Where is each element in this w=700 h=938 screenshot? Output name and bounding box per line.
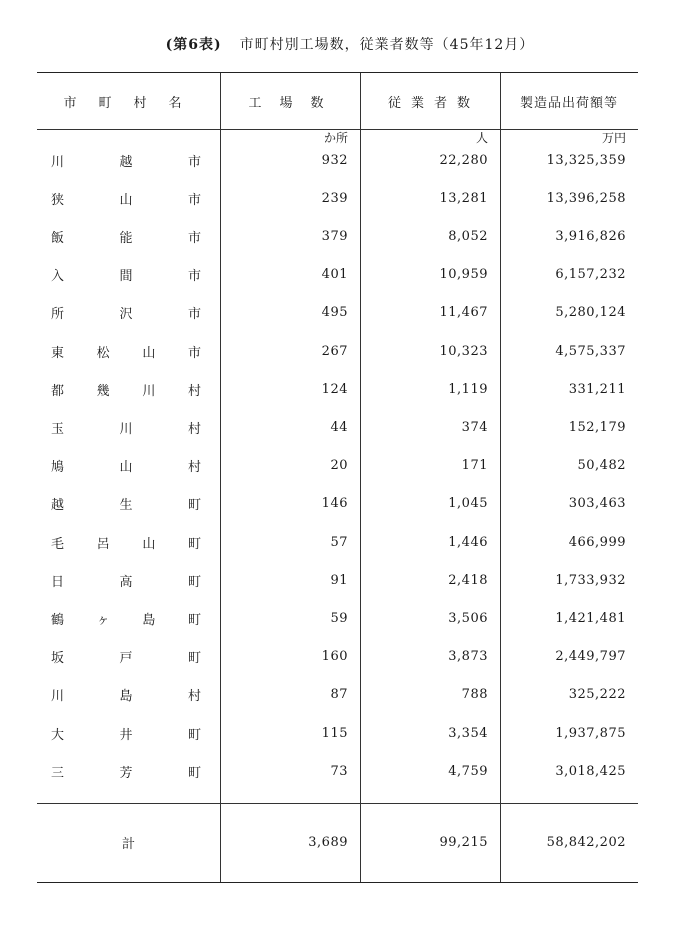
name-char: 毛 xyxy=(51,536,65,552)
table-row xyxy=(37,676,638,714)
name-char: 芳 xyxy=(119,765,133,781)
name-char: 沢 xyxy=(119,307,133,323)
table-row xyxy=(37,638,638,676)
data-table xyxy=(37,72,638,883)
factory-count: 115 xyxy=(321,725,348,741)
name-char: 鳩 xyxy=(51,460,65,476)
table-row xyxy=(37,294,638,332)
name-char: 町 xyxy=(187,651,201,667)
total-factories: 3,689 xyxy=(308,835,348,850)
name-char: 村 xyxy=(187,689,201,705)
employee-count: 22,280 xyxy=(439,152,488,168)
name-char: 町 xyxy=(187,765,201,781)
name-char: 山 xyxy=(142,536,156,552)
factory-count: 124 xyxy=(321,381,348,397)
name-char: 都 xyxy=(51,383,65,399)
municipality-name xyxy=(51,676,201,714)
shipment-value: 4,575,337 xyxy=(555,343,626,359)
header-employees: 従業者数 xyxy=(387,95,480,111)
factory-count: 91 xyxy=(330,572,348,588)
factory-count: 146 xyxy=(321,496,348,512)
employee-count: 1,119 xyxy=(448,381,488,397)
name-char: 能 xyxy=(119,230,133,246)
name-char: 村 xyxy=(187,421,201,437)
municipality-name xyxy=(51,294,201,332)
table-row xyxy=(37,561,638,599)
name-char: 市 xyxy=(187,269,201,285)
employee-count: 374 xyxy=(461,419,488,435)
municipality-name xyxy=(51,447,201,485)
municipality-name xyxy=(51,714,201,752)
name-char: 町 xyxy=(187,727,201,743)
name-char: 川 xyxy=(142,383,156,399)
employee-count: 11,467 xyxy=(439,305,488,321)
name-char: 島 xyxy=(119,689,133,705)
name-char: 川 xyxy=(119,421,133,437)
name-char: 松 xyxy=(96,345,110,361)
name-char: 島 xyxy=(142,612,156,628)
name-char: 呂 xyxy=(96,536,110,552)
name-char: 村 xyxy=(187,460,201,476)
name-char: 日 xyxy=(51,574,65,590)
employee-count: 4,759 xyxy=(448,763,488,779)
total-row xyxy=(37,803,638,882)
header-municipality: 市町村名 xyxy=(63,95,204,111)
factory-count: 57 xyxy=(330,534,348,550)
shipment-value: 6,157,232 xyxy=(555,267,626,283)
name-char: 市 xyxy=(187,345,201,361)
header-shipments: 製造品出荷額等 xyxy=(519,95,618,111)
factory-count: 160 xyxy=(321,649,348,665)
municipality-name xyxy=(51,599,201,637)
shipment-value: 466,999 xyxy=(568,534,626,550)
name-char: 越 xyxy=(51,498,65,514)
employee-count: 1,045 xyxy=(448,496,488,512)
name-char: 市 xyxy=(187,307,201,323)
employee-count: 8,052 xyxy=(448,228,488,244)
employee-count: 171 xyxy=(461,458,488,474)
shipment-value: 1,733,932 xyxy=(555,572,626,588)
employee-count: 788 xyxy=(461,687,488,703)
table-row xyxy=(37,447,638,485)
unit-shipments: 万円 xyxy=(601,131,626,145)
name-char: 井 xyxy=(119,727,133,743)
factory-count: 73 xyxy=(330,763,348,779)
shipment-value: 5,280,124 xyxy=(555,305,626,321)
municipality-name xyxy=(51,523,201,561)
name-char: 玉 xyxy=(51,421,65,437)
unit-factories: か所 xyxy=(323,131,348,145)
table-row xyxy=(37,714,638,752)
table-row xyxy=(37,408,638,446)
name-char: 川 xyxy=(51,689,65,705)
shipment-value: 13,396,258 xyxy=(546,190,626,206)
name-char: 町 xyxy=(187,536,201,552)
shipment-value: 152,179 xyxy=(568,419,626,435)
factory-count: 379 xyxy=(321,228,348,244)
table-caption: 市町村別工場数，従業者数等（45年12月） xyxy=(239,37,535,53)
municipality-name xyxy=(51,408,201,446)
shipment-value: 3,018,425 xyxy=(555,763,626,779)
municipality-name xyxy=(51,752,201,790)
factory-count: 239 xyxy=(321,190,348,206)
name-char: 生 xyxy=(119,498,133,514)
factory-count: 20 xyxy=(330,458,348,474)
table-row xyxy=(37,141,638,179)
name-char: 越 xyxy=(119,154,133,170)
shipment-value: 2,449,797 xyxy=(555,649,626,665)
name-char: 飯 xyxy=(51,230,65,246)
name-char: 町 xyxy=(187,574,201,590)
municipality-name xyxy=(51,256,201,294)
employee-count: 10,323 xyxy=(439,343,488,359)
employee-count: 1,446 xyxy=(448,534,488,550)
shipment-value: 303,463 xyxy=(568,496,626,512)
name-char: 町 xyxy=(187,612,201,628)
name-char: 三 xyxy=(51,765,65,781)
shipment-value: 331,211 xyxy=(568,381,626,397)
table-row xyxy=(37,256,638,294)
shipment-value: 3,916,826 xyxy=(555,228,626,244)
header-factories: 工場数 xyxy=(248,95,342,111)
table-row xyxy=(37,217,638,255)
table-row xyxy=(37,485,638,523)
total-label: 計 xyxy=(121,837,135,852)
name-char: 山 xyxy=(119,460,133,476)
unit-employees: 人 xyxy=(475,131,488,145)
table-row xyxy=(37,599,638,637)
employee-count: 13,281 xyxy=(439,190,488,206)
table-row xyxy=(37,332,638,370)
factory-count: 267 xyxy=(321,343,348,359)
total-shipments: 58,842,202 xyxy=(546,835,626,850)
factory-count: 401 xyxy=(321,267,348,283)
name-char: 高 xyxy=(119,574,133,590)
factory-count: 44 xyxy=(330,419,348,435)
name-char: 幾 xyxy=(96,383,110,399)
shipment-value: 325,222 xyxy=(568,687,626,703)
employee-count: 3,873 xyxy=(448,649,488,665)
municipality-name xyxy=(51,485,201,523)
name-char: 狭 xyxy=(51,192,65,208)
table-row xyxy=(37,752,638,790)
name-char: 入 xyxy=(51,269,65,285)
name-char: 市 xyxy=(187,230,201,246)
factory-count: 87 xyxy=(330,687,348,703)
employee-count: 2,418 xyxy=(448,572,488,588)
name-char: 坂 xyxy=(51,651,65,667)
employee-count: 10,959 xyxy=(439,267,488,283)
shipment-value: 13,325,359 xyxy=(546,152,626,168)
table-row xyxy=(37,370,638,408)
name-char: 戸 xyxy=(119,651,133,667)
name-char: 所 xyxy=(51,307,65,323)
name-char: 間 xyxy=(119,269,133,285)
name-char: 東 xyxy=(51,345,65,361)
shipment-value: 1,937,875 xyxy=(555,725,626,741)
name-char: 市 xyxy=(187,192,201,208)
municipality-name xyxy=(51,217,201,255)
table-title xyxy=(0,34,700,54)
shipment-value: 1,421,481 xyxy=(555,610,626,626)
name-char: 市 xyxy=(187,154,201,170)
factory-count: 932 xyxy=(321,152,348,168)
name-char: 山 xyxy=(119,192,133,208)
shipment-value: 50,482 xyxy=(577,458,626,474)
employee-count: 3,354 xyxy=(448,725,488,741)
table-row xyxy=(37,523,638,561)
municipality-name xyxy=(51,561,201,599)
municipality-name xyxy=(51,638,201,676)
employee-count: 3,506 xyxy=(448,610,488,626)
total-employees: 99,215 xyxy=(439,835,488,850)
factory-count: 495 xyxy=(321,305,348,321)
municipality-name xyxy=(51,179,201,217)
name-char: 鶴 xyxy=(51,612,65,628)
factory-count: 59 xyxy=(330,610,348,626)
name-char: 山 xyxy=(142,345,156,361)
name-char: 川 xyxy=(51,154,65,170)
name-char: ヶ xyxy=(96,612,110,628)
name-char: 町 xyxy=(187,498,201,514)
table-number: (第6表) xyxy=(165,37,222,53)
name-char: 村 xyxy=(187,383,201,399)
table-row xyxy=(37,179,638,217)
municipality-name xyxy=(51,370,201,408)
municipality-name xyxy=(51,141,201,179)
name-char: 大 xyxy=(51,727,65,743)
municipality-name xyxy=(51,332,201,370)
